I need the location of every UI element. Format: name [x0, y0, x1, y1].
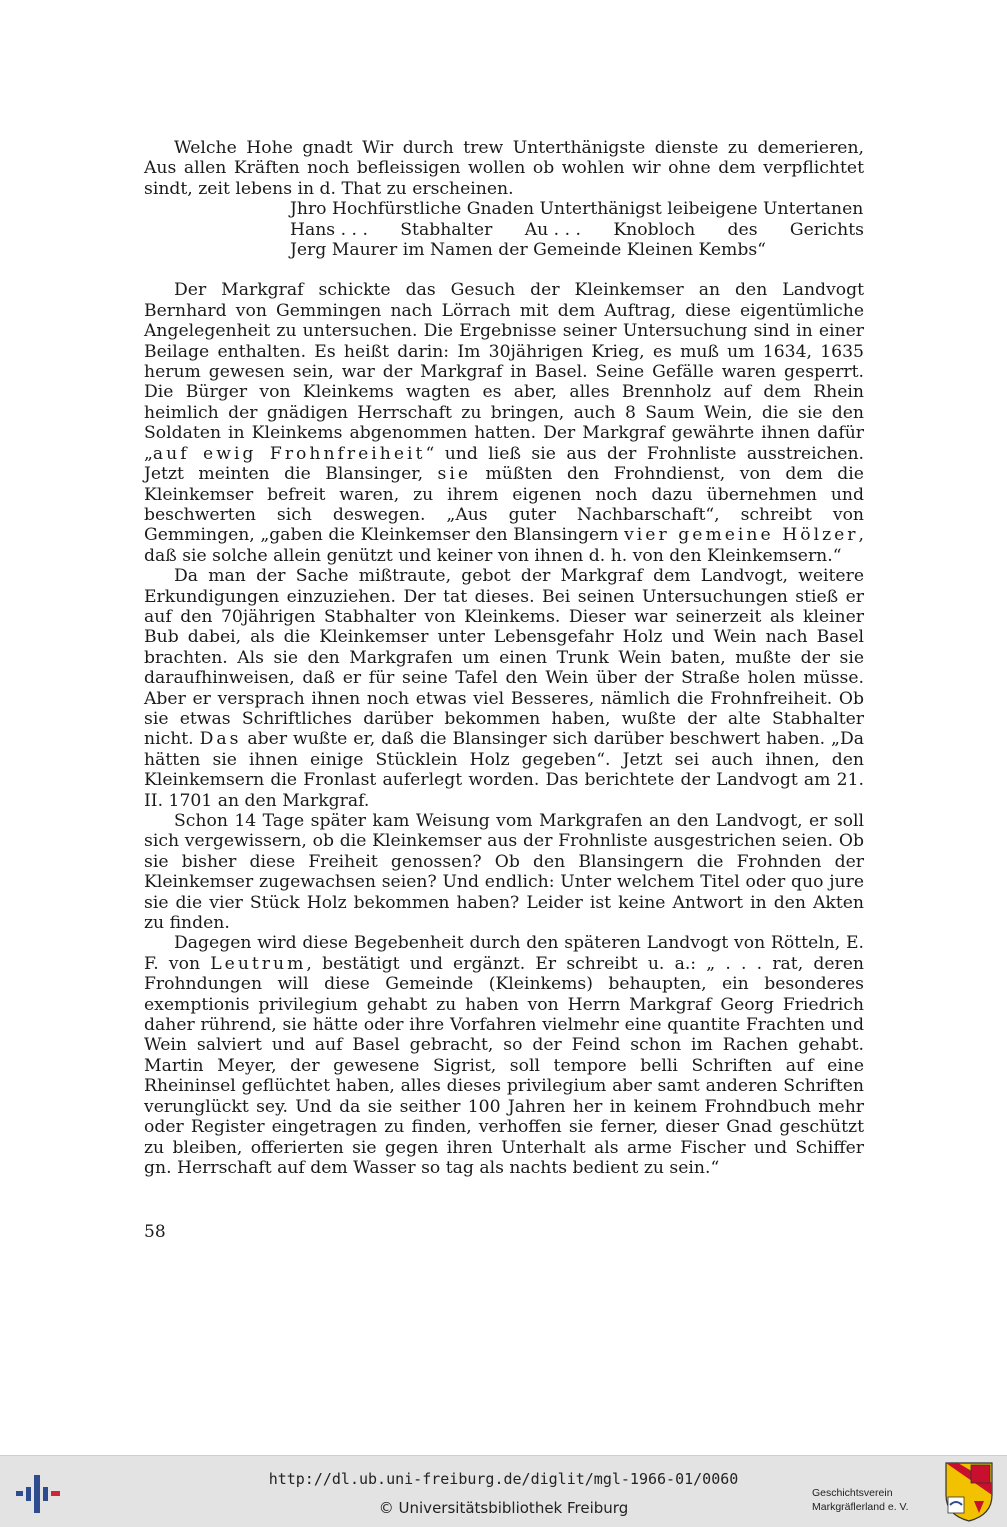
spaced-emphasis: auf ewig Frohnfreiheit — [152, 443, 426, 464]
document-url[interactable]: http://dl.ub.uni-freiburg.de/diglit/mgl-1966-01/0060 — [268, 1470, 739, 1488]
signature-word: Stabhalter — [400, 219, 493, 240]
paragraph — [144, 280, 864, 566]
spaced-emphasis: Leutrum — [210, 953, 307, 974]
letter-closing: Welche Hohe gnadt Wir durch trew Unterthänigste dienste zu demerieren, Aus allen Kräften noch befleissigen wollen ob wohlen wir ohne dem verpflichtet sindt, zeit lebens in d. That zu erscheinen. — [144, 138, 864, 199]
signature-line: Jerg Maurer im Namen der Gemeinde Kleinen Kembs“ — [290, 240, 766, 261]
signature-line: Jhro Hochfürstliche Gnaden Unterthänigst leibeigene Untertanen — [290, 199, 864, 220]
coat-of-arms-icon[interactable] — [944, 1461, 994, 1523]
text-run: Der Markgraf schickte das Gesuch der Kleinkemser an den Landvogt Bernhard von Gemmingen nach Lörrach mit dem Auftrag, diese eigentümliche Angelegenheit zu untersuchen. Die Ergebnisse seiner Untersuchung sind in einer Beilage enthalten. Es heißt darin: Im 30jährigen Krieg, es muß um 1634, 1635 herum gewesen sein, war der Markgraf in Basel. Seine Gefälle waren gesperrt. Die Bürger von Kleinkems wagten es aber, alles Brennholz auf dem Rhein heimlich der gnädigen Herrschaft zu bringen, auch 8 Saum Wein, die sie den Soldaten in Kleinkems abgenommen hatten. Der Markgraf gewährte ihnen dafür „ — [144, 280, 864, 464]
signature-word: Gerichts — [789, 219, 864, 240]
letter-signature — [290, 199, 864, 260]
paragraph-gap — [144, 260, 864, 280]
text-run: , bestätigt und ergänzt. Er schreibt u. a.: „ . . . rat, deren Frohndungen will diese Gemeinde (Kleinkems) behaupten, ein besonderes exemptionis privilegium gehabt zu haben von Herrn Markgraf Georg Friedrich daher rührend, sie hätte oder ihre Vorfahren vielmehr eine quantite Frachten und Wein salviert und auf Basel gebracht, so der Feind schon im Rachen gehabt. Martin Meyer, der gewesene Sigrist, soll tempore belli Schriften auf eine Rheininsel geflüchtet haben, alles dieses privilegium aber samt anderen Schriften verunglückt sey. Und da sie seither 100 Jahren her in keinem Frohndbuch mehr oder Register eingetragen zu finden, verhoffen sie ferner, dieser Gnad geschützt zu bleiben, offerierten sie gegen ihren Unterhalt als arme Fischer und Schiffer gn. Herrschaft auf dem Wasser so tag als nachts bedient zu sein.“ — [144, 953, 865, 1178]
text-run: Da man der Sache mißtraute, gebot der Markgraf dem Landvogt, weitere Erkundigungen einzuziehen. Der tat dieses. Bei seinen Untersuchungen stieß er auf den 70jährigen Stabhalter von Kleinkems. Dieser war seinerzeit als kleiner Bub dabei, als die Kleinkemser unter Lebensgefahr Holz und Wein nach Basel brachten. Als sie den Markgrafen um einen Trunk Wein baten, mußte der sie daraufhinweisen, daß er für seine Tafel den Wein über der Straße holen müsse. Aber er versprach ihnen noch etwas viel Besseres, nämlich die Frohnfreiheit. Ob sie etwas Schriftliches darüber bekommen haben, wußte der alte Stabhalter nicht. — [144, 566, 864, 750]
text-run: aber wußte er, daß die Blansinger sich darüber beschwert haben. „Da hätten sie ihnen einige Stücklein Holz gegeben“. Jetzt sei auch ihnen, den Kleinkemsern die Fronlast auferlegt worden. Das berichtete der Landvogt am 21. II. 1701 an den Markgraf. — [144, 729, 864, 811]
body-text — [144, 138, 864, 1178]
text-run: , daß sie solche allein genützt und keiner von ihnen d. h. von den Kleinkemsern.“ — [144, 525, 864, 566]
paragraph — [144, 933, 864, 1178]
society-name-line: Geschichtsverein — [812, 1487, 893, 1499]
spaced-emphasis: Das — [199, 729, 242, 750]
spaced-emphasis: sie — [437, 464, 472, 485]
signature-word: Hans . . . — [290, 219, 368, 240]
society-name — [812, 1486, 909, 1514]
copyright-notice: © Universitätsbibliothek Freiburg — [378, 1499, 629, 1517]
text-run: müßten den Frohndienst, von dem die Kleinkemser befreit waren, zu ihrem eigenen noch dazu übernehmen und beschwerten sich deswegen. „Aus guter Nachbarschaft“, schreibt von Gemmingen, „gaben die Kleinkemser den Blansingern — [144, 464, 864, 546]
text-run: Dagegen wird diese Begebenheit durch den späteren Landvogt von Rötteln, E. F. von — [144, 933, 864, 974]
text-run: “ und ließ sie aus der Frohnliste ausstreichen. Jetzt meinten die Blansinger, — [144, 443, 864, 485]
page-number: 58 — [144, 1222, 166, 1242]
society-name-line: Markgräflerland e. V. — [812, 1501, 909, 1513]
signature-word: Knobloch — [613, 219, 696, 240]
spaced-emphasis: vier gemeine Hölzer — [624, 525, 859, 546]
paragraph — [144, 566, 864, 811]
viewer-footer — [0, 1455, 1007, 1527]
signature-line — [290, 220, 864, 240]
signature-word: des — [727, 219, 758, 240]
paragraph: Schon 14 Tage später kam Weisung vom Markgrafen an den Landvogt, er soll sich vergewissern, ob die Kleinkemser aus der Frohnliste ausgestrichen seien. Ob sie bisher diese Freiheit genossen? Ob den Blansingern die Frohnden der Kleinkemser zugewachsen seien? Und endlich: Unter welchem Titel oder quo jure sie die vier Stück Holz bekommen haben? Leider ist keine Antwort in den Akten zu finden. — [144, 811, 864, 934]
signature-word: Au . . . — [524, 219, 581, 240]
